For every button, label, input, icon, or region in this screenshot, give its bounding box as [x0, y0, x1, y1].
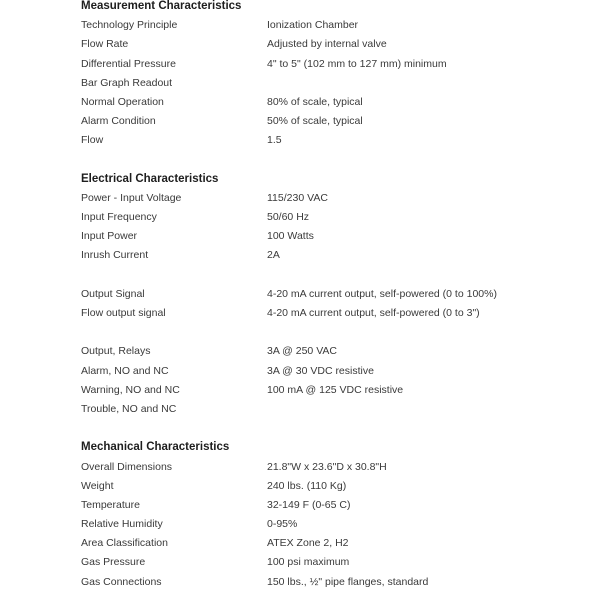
spec-row-input-power	[81, 227, 581, 246]
section-spacer	[81, 419, 581, 438]
spec-label: Warning, NO and NC	[81, 383, 180, 396]
spec-label: Differential Pressure	[81, 57, 176, 70]
spec-value: 1.5	[267, 134, 282, 147]
spec-label: Alarm Condition	[81, 115, 156, 128]
spec-label: Flow	[81, 134, 104, 147]
spec-value: 240 lbs. (110 Kg)	[267, 479, 347, 492]
spec-row-area-classification	[81, 534, 581, 553]
spec-label: Power - Input Voltage	[81, 191, 182, 204]
spec-label: Flow output signal	[81, 307, 166, 319]
spec-label: Normal Operation	[81, 95, 164, 108]
spec-value: 3A @ 250 VAC	[267, 345, 338, 358]
spec-row-temperature	[81, 496, 581, 515]
spec-label: Temperature	[81, 498, 140, 511]
spec-row-input-frequency	[81, 208, 581, 227]
spec-row-output-signal	[81, 285, 581, 304]
spec-row-output-relays	[81, 342, 581, 361]
spec-value: 115/230 VAC	[267, 191, 328, 204]
spec-value: 4" to 5" (102 mm to 127 mm) minimum	[267, 57, 447, 70]
spec-value: 32-149 F (0-65 C)	[267, 498, 351, 511]
electrical-section-title: Electrical Characteristics	[81, 172, 219, 185]
spec-label: Trouble, NO and NC	[81, 402, 177, 415]
spec-value: 50% of scale, typical	[267, 115, 363, 128]
spec-row-technology-principle	[81, 16, 581, 35]
spec-label: Relative Humidity	[81, 518, 163, 531]
spec-label: Area Classification	[81, 537, 168, 550]
spec-label: Gas Connections	[81, 575, 162, 588]
spec-label: Output, Relays	[81, 345, 151, 358]
spec-row-weight	[81, 477, 581, 496]
mechanical-section-title: Mechanical Characteristics	[81, 441, 230, 454]
spec-row-gas-pressure	[81, 553, 581, 572]
spec-row-alarm-condition	[81, 112, 581, 131]
spec-value: 150 lbs., ½" pipe flanges, standard	[267, 575, 429, 588]
measurement-section-title: Measurement Characteristics	[81, 0, 242, 12]
spec-value: ATEX Zone 2, H2	[267, 537, 349, 550]
spec-row-alarm-no-nc	[81, 362, 581, 381]
spec-label: Alarm, NO and NC	[81, 364, 169, 377]
spec-value: 50/60 Hz	[267, 211, 310, 224]
spec-label: Weight	[81, 479, 114, 492]
spec-value: 21.8"W x 23.6"D x 30.8"H	[267, 460, 387, 473]
spec-label: Input Frequency	[81, 211, 157, 224]
spec-row-trouble-no-nc	[81, 400, 581, 419]
spec-value: 0-95%	[267, 518, 298, 531]
spec-value: 100 psi maximum	[267, 556, 350, 569]
spec-value: 100 Watts	[267, 230, 314, 243]
spec-value: 3A @ 30 VDC resistive	[267, 364, 374, 377]
spec-row-power-input-voltage	[81, 189, 581, 208]
measurement-section	[81, 0, 581, 151]
spec-row-overall-dimensions	[81, 458, 581, 477]
section-spacer	[81, 151, 581, 170]
spec-row-bar-graph-readout	[81, 74, 581, 93]
spec-value: 2A	[267, 249, 280, 262]
group-spacer	[81, 266, 581, 285]
spec-label: Overall Dimensions	[81, 460, 173, 473]
spec-row-flow-rate	[81, 35, 581, 54]
group-spacer	[81, 323, 581, 342]
spec-label: Technology Principle	[81, 19, 178, 32]
spec-row-gas-connections	[81, 573, 581, 592]
spec-row-warning-no-nc	[81, 381, 581, 400]
spec-value: 80% of scale, typical	[267, 95, 363, 108]
spec-sheet	[81, 0, 581, 592]
spec-value: Ionization Chamber	[267, 19, 359, 32]
mechanical-section	[81, 438, 581, 592]
electrical-section	[81, 170, 581, 419]
spec-label: Gas Pressure	[81, 556, 146, 569]
spec-label: Inrush Current	[81, 249, 149, 262]
spec-label: Bar Graph Readout	[81, 76, 173, 89]
spec-value: 4-20 mA current output, self-powered (0 to 100%)	[267, 287, 497, 300]
spec-value: Adjusted by internal valve	[267, 38, 387, 51]
spec-row-relative-humidity	[81, 515, 581, 534]
spec-row-differential-pressure	[81, 55, 581, 74]
spec-label: Flow Rate	[81, 38, 129, 51]
spec-label: Input Power	[81, 230, 138, 243]
spec-row-flow-output-signal	[81, 304, 581, 323]
spec-row-normal-operation	[81, 93, 581, 112]
spec-label: Output Signal	[81, 287, 145, 300]
spec-value: 4-20 mA current output, self-powered (0 to 3")	[267, 307, 480, 319]
spec-row-flow	[81, 131, 581, 150]
spec-value: 100 mA @ 125 VDC resistive	[267, 383, 404, 396]
spec-row-inrush-current	[81, 246, 581, 265]
